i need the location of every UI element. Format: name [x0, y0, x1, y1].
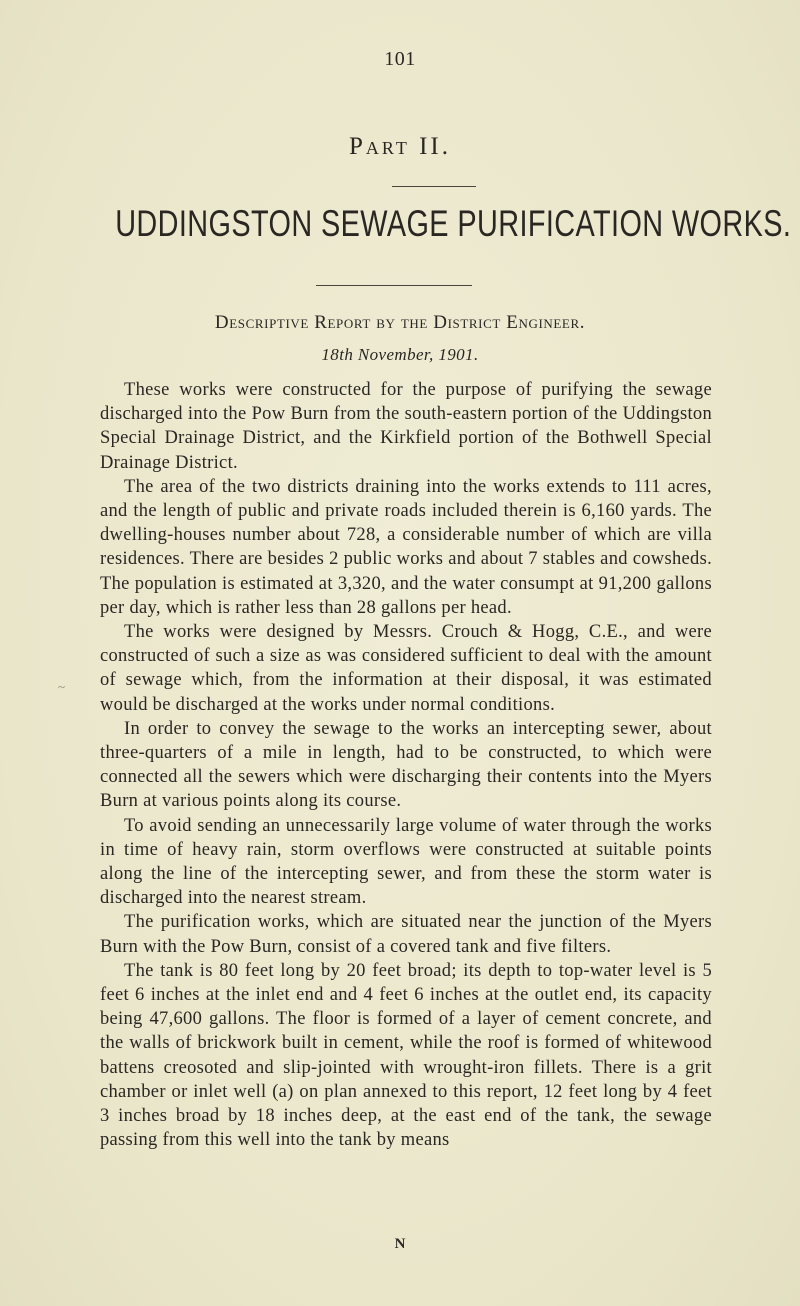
paragraph: The area of the two districts draining into the works extends to 111 acres, and the length of public and private roads included therein is 6,160 yards. The dwelling-houses number about 728, a considerable number of which are villa residences. There are besides 2 public works and about 7 stables and cowsheds. The population is estimated at 3,320, and the water consumpt at 91,200 gallons per day, which is rather less than 28 gallons per head.: [100, 476, 712, 618]
page-title: UDDINGSTON SEWAGE PURIFICATION WORKS.: [115, 203, 792, 244]
body-text: [100, 378, 712, 1153]
margin-mark: ~: [58, 679, 66, 694]
paragraph: The works were designed by Messrs. Crouch & Hogg, C.E., and were constructed of such a size as was considered sufficient to deal with the amount of sewage which, from the information at their disposal, it was estimated would be discharged at the works under normal conditions.: [100, 622, 712, 715]
signature-mark: N: [394, 1236, 406, 1252]
page-number: 101: [384, 48, 416, 70]
report-subtitle: Descriptive Report by the District Engineer.: [214, 312, 586, 333]
paragraph: The tank is 80 feet long by 20 feet broad; its depth to top-water level is 5 feet 6 inches at the inlet end and 4 feet 6 inches at the outlet end, its capacity being 47,600 gallons. The floor is formed of a layer of cement concrete, and the walls of brickwork built in cement, while the roof is formed of whitewood battens creosoted and slip-jointed with wrought-iron fillets. There is a grit chamber or inlet well (a) on plan annexed to this report, 12 feet long by 4 feet 3 inches broad by 18 inches deep, at the east end of the tank, the sewage passing from this well into the tank by means: [100, 960, 712, 1151]
divider-rule: [316, 285, 472, 286]
paragraph: The purification works, which are situated near the junction of the Myers Burn with the Pow Burn, consist of a covered tank and five filters.: [100, 912, 712, 957]
divider-rule: [392, 186, 476, 187]
paragraph: To avoid sending an unnecessarily large volume of water through the works in time of heavy rain, storm overflows were constructed at suitable points along the line of the intercepting sewer, and from these the storm water is discharged into the nearest stream.: [100, 815, 712, 909]
paragraph: In order to convey the sewage to the works an intercepting sewer, about three-quarters of a mile in length, had to be constructed, to which were connected all the sewers which were discharging their contents into the Myers Burn at various points along its course.: [100, 718, 712, 812]
report-date: 18th November, 1901.: [321, 345, 479, 364]
part-heading: Part II.: [349, 133, 451, 160]
paragraph: These works were constructed for the purpose of purifying the sewage discharged into the Pow Burn from the south-eastern portion of the Uddingston Special Drainage District, and the Kirkfield portion of the Bothwell Special Drainage District.: [100, 380, 712, 473]
